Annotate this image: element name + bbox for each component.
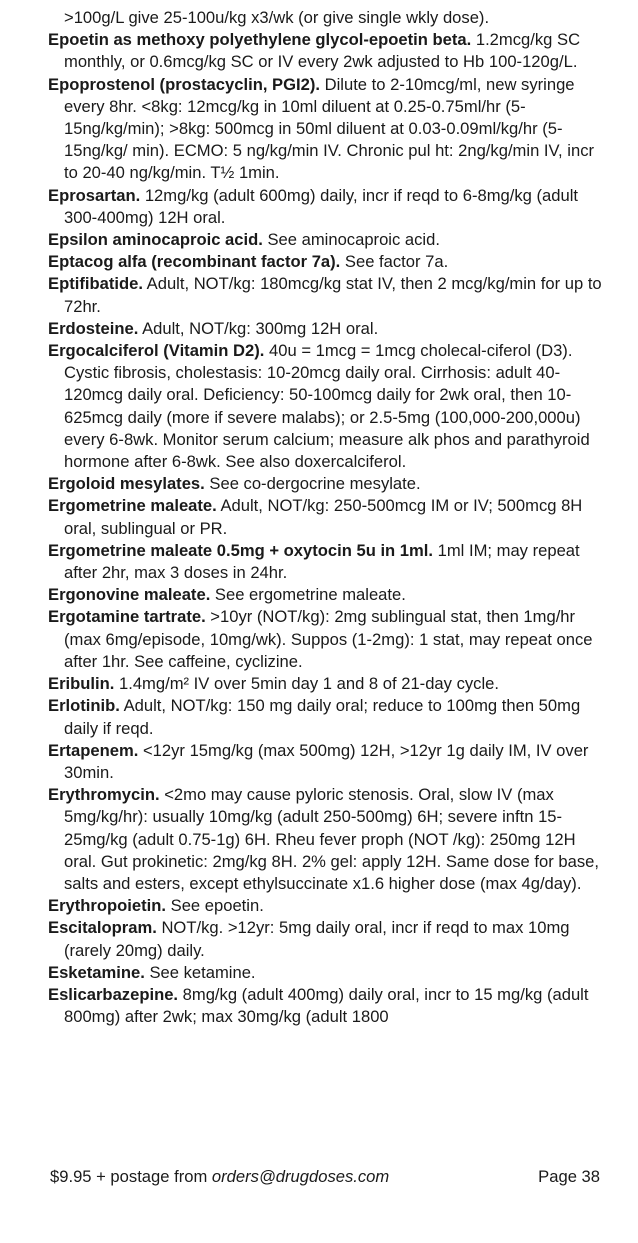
drug-entry bbox=[48, 584, 604, 606]
drug-dosage-text: 1ml IM; may repeat after 2hr, max 3 doses in 24hr. bbox=[64, 540, 580, 583]
drug-term: Eslicarbazepine. bbox=[48, 984, 179, 1004]
drug-term: Escitalopram. bbox=[48, 918, 157, 938]
drug-entry bbox=[48, 495, 604, 539]
drug-term: Ertapenem. bbox=[48, 740, 139, 760]
drug-dosage-text: >10yr (NOT/kg): 2mg sublingual stat, then 1mg/hr (max 6mg/episode, 10mg/wk). Suppos (1-2mg): 1 stat, may repeat once after 1hr. See caffeine, cyclizine. bbox=[64, 607, 593, 671]
drug-entry bbox=[48, 606, 604, 673]
drug-entry bbox=[48, 273, 604, 317]
drug-term: Esketamine. bbox=[48, 962, 145, 982]
drug-dosage-text: NOT/kg. >12yr: 5mg daily oral, incr if reqd to max 10mg (rarely 20mg) daily. bbox=[64, 918, 570, 960]
drug-entry bbox=[48, 784, 604, 895]
drug-term: Eptacog alfa (recombinant factor 7a). bbox=[48, 252, 341, 272]
drug-term: Erdosteine. bbox=[48, 318, 139, 338]
drug-entry bbox=[48, 740, 604, 784]
drug-entry bbox=[48, 318, 604, 340]
drug-entry bbox=[48, 29, 604, 73]
drug-dosage-text: 1.4mg/m² IV over 5min day 1 and 8 of 21-day cycle. bbox=[114, 674, 499, 694]
drug-entry bbox=[48, 895, 604, 917]
drug-entry bbox=[48, 984, 604, 1028]
drug-entry bbox=[48, 251, 604, 273]
drug-term: Erythropoietin. bbox=[48, 896, 167, 916]
drug-term: Eribulin. bbox=[48, 674, 115, 694]
drug-entry bbox=[48, 473, 604, 495]
drug-entry bbox=[48, 229, 604, 251]
drug-entry bbox=[48, 185, 604, 229]
drug-term: Ergonovine maleate. bbox=[48, 585, 211, 605]
drug-term: Eprosartan. bbox=[48, 185, 141, 205]
drug-dosage-text: Dilute to 2-10mcg/ml, new syringe every 8hr. <8kg: 12mcg/kg in 10ml diluent at 0.25-0.75ml/hr (5-15ng/kg/min); >8kg: 500mcg in 50ml diluent at 0.03-0.09ml/kg/hr (5-15ng/kg/ min). ECMO: 5 ng/kg/min IV. Chronic pul ht: 2ng/kg/min IV, incr to 20-40 ng/kg/min. T½ 1min. bbox=[64, 74, 595, 183]
drug-entry bbox=[48, 74, 604, 185]
drug-term: Ergometrine maleate. bbox=[48, 496, 217, 516]
drug-dosage-text: <12yr 15mg/kg (max 500mg) 12H, >12yr 1g daily IM, IV over 30min. bbox=[64, 740, 589, 782]
drug-dosage-text: See co-dergocrine mesylate. bbox=[204, 474, 421, 494]
footer-email-link[interactable]: orders@drugdoses.com bbox=[211, 1167, 390, 1186]
drug-dosage-text: <2mo may cause pyloric stenosis. Oral, slow IV (max 5mg/kg/hr): usually 10mg/kg (adult 250-500mg) 6H; severe inftn 15-25mg/kg (adult 0.75-1g) 6H. Rheu fever proph (NOT /kg): 250mg 12H oral. Gut prokinetic: 2mg/kg 8H. 2% gel: apply 12H. Same dose for base, salts and esters, except ethylsuccinate x1.6 higher dose (max 4g/day). bbox=[64, 785, 599, 893]
drug-entry bbox=[48, 695, 604, 739]
drug-entry-list bbox=[48, 7, 604, 1028]
drug-dosage-text: Adult, NOT/kg: 150 mg daily oral; reduce to 100mg then 50mg daily if reqd. bbox=[64, 696, 581, 738]
drug-term: Ergoloid mesylates. bbox=[48, 474, 205, 494]
drug-dosage-text: Adult, NOT/kg: 300mg 12H oral. bbox=[138, 318, 379, 338]
drug-dosage-text: See ergometrine maleate. bbox=[210, 585, 406, 605]
drug-term: Epoprostenol (prostacyclin, PGI2). bbox=[48, 74, 320, 94]
drug-dosage-text: See factor 7a. bbox=[340, 252, 449, 272]
drug-entry bbox=[48, 673, 604, 695]
drug-term: Ergometrine maleate 0.5mg + oxytocin 5u in 1ml. bbox=[48, 540, 434, 560]
drug-dosage-text: See ketamine. bbox=[144, 962, 256, 982]
drug-dosage-text: 12mg/kg (adult 600mg) daily, incr if reqd to 6-8mg/kg (adult 300-400mg) 12H oral. bbox=[64, 185, 579, 227]
drug-term: Ergocalciferol (Vitamin D2). bbox=[48, 341, 265, 361]
drug-term: Erlotinib. bbox=[48, 696, 120, 716]
drug-dosage-text: See epoetin. bbox=[166, 896, 264, 916]
drug-entry bbox=[48, 340, 604, 473]
drug-dosage-text: See aminocaproic acid. bbox=[262, 230, 440, 250]
drug-dosage-text: 40u = 1mcg = 1mcg cholecal-ciferol (D3). Cystic fibrosis, cholestasis: 10-20mcg daily oral. Cirrhosis: adult 40-120mcg daily oral. Deficiency: 50-100mcg daily for 2wk oral, then 10-625mcg daily (more if severe malabs); or 2.5-5mg (100,000-200,000u) every 6-8wk. Monitor serum calcium; measure alk phos and parathyroid hormone after 6-8wk. See also doxercalciferol. bbox=[64, 341, 590, 472]
drug-term: Epoetin as methoxy polyethylene glycol-epoetin beta. bbox=[48, 30, 472, 50]
drug-dosage-text: Adult, NOT/kg: 250-500mcg IM or IV; 500mcg 8H oral, sublingual or PR. bbox=[64, 496, 583, 538]
drug-entry bbox=[48, 917, 604, 961]
footer-price-text: $9.95 + postage from bbox=[50, 1167, 212, 1186]
drug-dosage-text: Adult, NOT/kg: 180mcg/kg stat IV, then 2 mcg/kg/min for up to 72hr. bbox=[64, 274, 602, 316]
drug-term: Epsilon aminocaproic acid. bbox=[48, 230, 263, 250]
drug-entry bbox=[48, 962, 604, 984]
page-number: Page 38 bbox=[538, 1167, 600, 1186]
drug-term: Eptifibatide. bbox=[48, 274, 143, 294]
drug-entry bbox=[48, 7, 604, 29]
drug-entry bbox=[48, 540, 604, 584]
footer-order-info bbox=[50, 1166, 389, 1188]
drug-term: Ergotamine tartrate. bbox=[48, 607, 206, 627]
drug-dosage-text: >100g/L give 25-100u/kg x3/wk (or give single wkly dose). bbox=[64, 8, 490, 27]
drug-dosage-text: 8mg/kg (adult 400mg) daily oral, incr to 15 mg/kg (adult 800mg) after 2wk; max 30mg/kg (adult 1800 bbox=[64, 984, 589, 1027]
drug-dosage-text: 1.2mcg/kg SC monthly, or 0.6mcg/kg SC or IV every 2wk adjusted to Hb 100-120g/L. bbox=[64, 30, 581, 72]
drug-term: Erythromycin. bbox=[48, 785, 160, 805]
